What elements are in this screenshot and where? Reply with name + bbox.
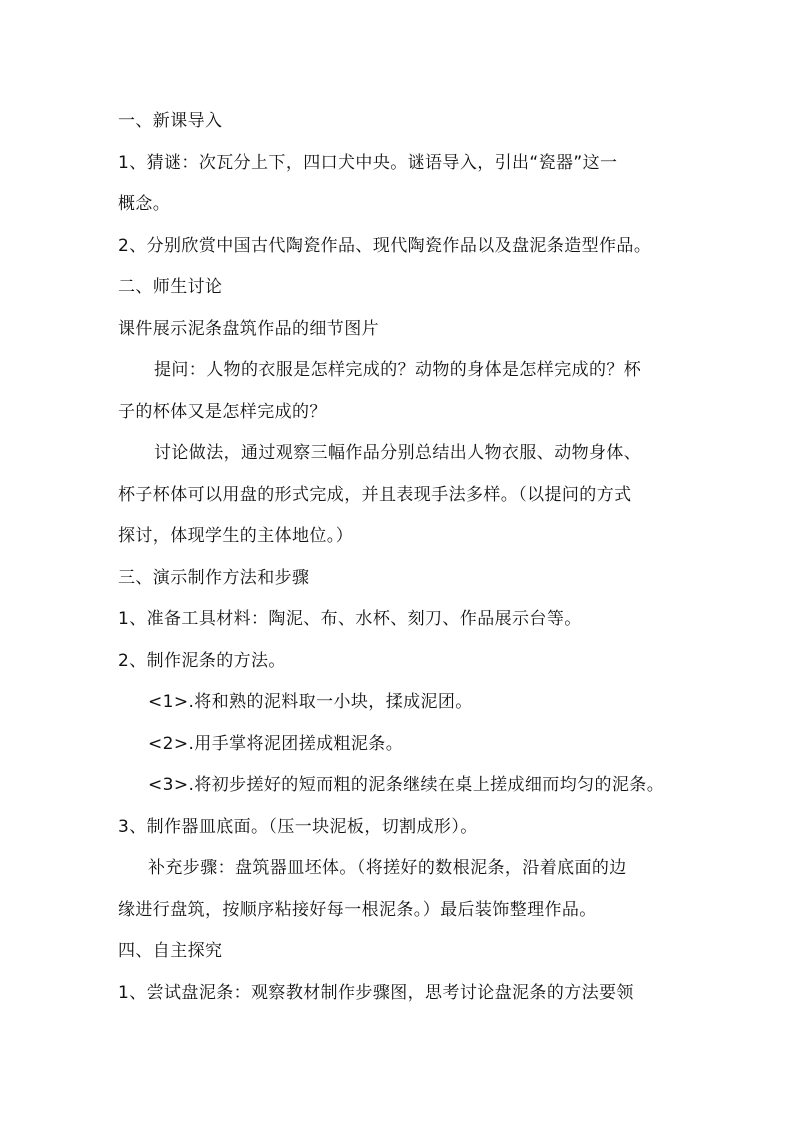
document-body — [118, 101, 678, 1014]
step-line: <1>.将和熟的泥料取一小块，揉成泥团。 — [148, 692, 473, 712]
paragraph-line: 1、准备工具材料：陶泥、布、水杯、刻刀、作品展示台等。 — [118, 609, 582, 629]
section-heading-1: 一、新课导入 — [118, 111, 223, 131]
paragraph-line: 课件展示泥条盘筑作品的细节图片 — [118, 318, 379, 339]
paragraph-line: 提问：人物的衣服是怎样完成的？动物的身体是怎样完成的？杯 — [154, 360, 642, 380]
paragraph-line: 杯子杯体可以用盘的形式完成，并且表现手法多样。（以提问的方式 — [118, 484, 632, 505]
section-heading-3: 三、演示制作方法和步骤 — [118, 567, 310, 588]
section-heading-4: 四、自主探究 — [118, 941, 223, 961]
paragraph-line: 探讨，体现学生的主体地位。） — [118, 526, 354, 546]
paragraph-line: 1、猜谜：次瓦分上下，四口犬中央。谜语导入，引出“瓷器”这一 — [118, 152, 618, 173]
paragraph-line: 概念。 — [118, 194, 171, 214]
paragraph-line: 2、制作泥条的方法。 — [118, 650, 286, 671]
step-line: <2>.用手掌将泥团搓成粗泥条。 — [148, 733, 404, 754]
paragraph-line: 缘进行盘筑，按顺序粘接好每一根泥条。）最后装饰整理作品。 — [118, 899, 597, 920]
paragraph-line: 3、制作器皿底面。（压一块泥板，切割成形）。 — [118, 816, 478, 837]
paragraph-line: 讨论做法，通过观察三幅作品分别总结出人物衣服、动物身体、 — [154, 443, 642, 463]
paragraph-line: 子的杯体又是怎样完成的？ — [118, 401, 327, 422]
step-line: <3>.将初步搓好的短而粗的泥条继续在桌上搓成细而均匀的泥条。 — [148, 775, 665, 795]
paragraph-line: 2、分别欣赏中国古代陶瓷作品、现代陶瓷作品以及盘泥条造型作品。 — [118, 235, 652, 256]
paragraph-line: 补充步骤：盘筑器皿坯体。（将搓好的数根泥条，沿着底面的边 — [148, 858, 627, 878]
paragraph-line: 1、尝试盘泥条：观察教材制作步骤图，思考讨论盘泥条的方法要领 — [118, 982, 634, 1003]
section-heading-2: 二、师生讨论 — [118, 277, 223, 297]
